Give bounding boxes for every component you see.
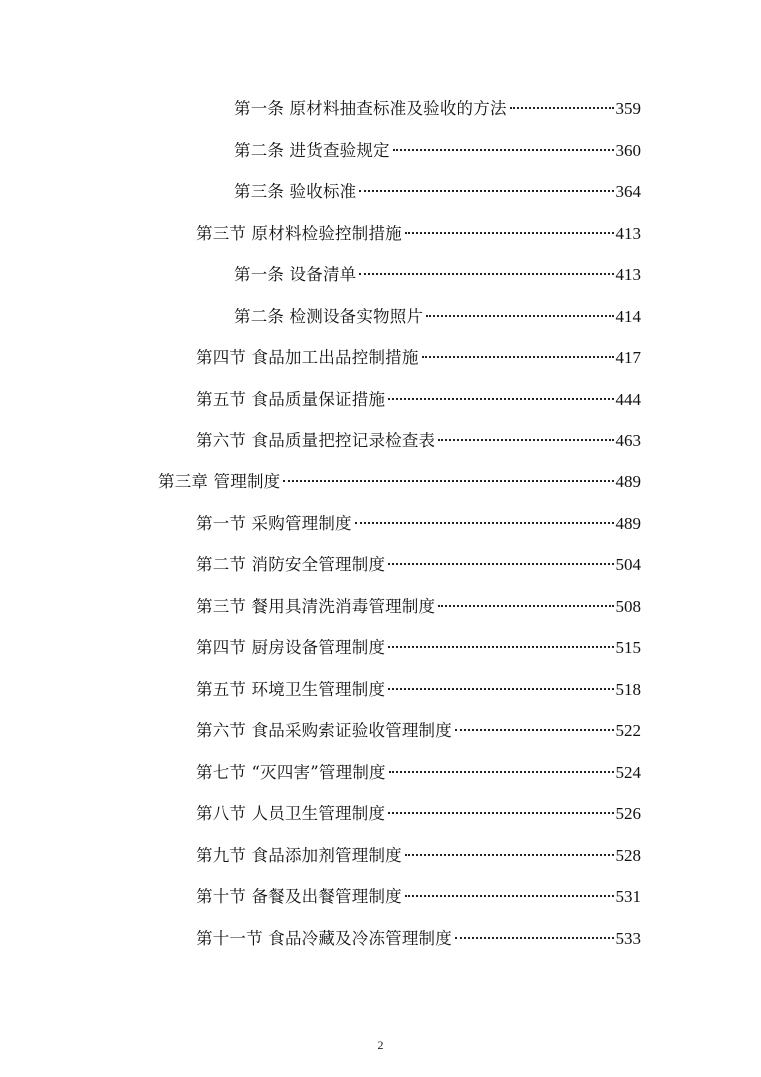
- toc-entry[interactable]: [196, 593, 641, 621]
- toc-dot-leader: [388, 812, 613, 814]
- toc-entry-page: 489: [615, 514, 641, 533]
- toc-entry-page: 528: [615, 846, 641, 865]
- toc-entry-label: 第一节 采购管理制度: [196, 514, 352, 533]
- toc-entry[interactable]: [196, 717, 641, 745]
- toc-entry-page: 417: [615, 348, 641, 367]
- toc-entry-label: 第二条 检测设备实物照片: [234, 307, 424, 326]
- toc-dot-leader: [455, 729, 614, 731]
- toc-entry[interactable]: [234, 303, 641, 331]
- toc-dot-leader: [359, 273, 613, 275]
- toc-entry-label: 第三节 原材料检验控制措施: [196, 224, 402, 243]
- toc-entry[interactable]: [196, 427, 641, 455]
- toc-entry-label: 第六节 食品采购索证验收管理制度: [196, 721, 452, 740]
- toc-entry-page: 463: [615, 431, 641, 450]
- toc-entry-page: 413: [615, 224, 641, 243]
- toc-dot-leader: [388, 398, 613, 400]
- toc-dot-leader: [438, 605, 613, 607]
- toc-entry-page: 524: [615, 763, 641, 782]
- toc-entry-label: 第七节 “灭四害”管理制度: [196, 763, 386, 782]
- toc-dot-leader: [388, 688, 613, 690]
- toc-dot-leader: [426, 315, 613, 317]
- toc-entry-label: 第十节 备餐及出餐管理制度: [196, 887, 402, 906]
- toc-entry[interactable]: [234, 137, 641, 165]
- toc-entry[interactable]: [234, 95, 641, 123]
- toc-dot-leader: [405, 232, 614, 234]
- toc-entry[interactable]: [196, 386, 641, 414]
- toc-entry[interactable]: [196, 800, 641, 828]
- toc-entry-label: 第一条 设备清单: [234, 265, 357, 284]
- toc-dot-leader: [393, 149, 614, 151]
- toc-entry[interactable]: [196, 883, 641, 911]
- toc-dot-leader: [389, 771, 614, 773]
- toc-entry-label: 第三条 验收标准: [234, 182, 357, 201]
- toc-dot-leader: [388, 563, 613, 565]
- toc-entry[interactable]: [234, 261, 641, 289]
- toc-entry-page: 533: [615, 929, 641, 948]
- toc-entry-page: 515: [615, 638, 641, 657]
- toc-entry-label: 第三章 管理制度: [158, 472, 281, 491]
- toc-entry-label: 第二节 消防安全管理制度: [196, 555, 386, 574]
- toc-dot-leader: [359, 190, 613, 192]
- toc-dot-leader: [283, 480, 613, 482]
- toc-entry-page: 413: [615, 265, 641, 284]
- toc-entry-label: 第四节 食品加工出品控制措施: [196, 348, 419, 367]
- toc-entry-page: 518: [615, 680, 641, 699]
- toc-entry[interactable]: [196, 344, 641, 372]
- toc-entry[interactable]: [196, 925, 641, 953]
- toc-dot-leader: [405, 854, 614, 856]
- toc-entry-page: 526: [615, 804, 641, 823]
- toc-entry-page: 504: [615, 555, 641, 574]
- toc-entry-label: 第十一节 食品冷藏及冷冻管理制度: [196, 929, 452, 948]
- toc-dot-leader: [455, 937, 614, 939]
- toc-entry-page: 522: [615, 721, 641, 740]
- toc-entry-label: 第五节 环境卫生管理制度: [196, 680, 386, 699]
- toc-entry[interactable]: [196, 676, 641, 704]
- toc-entry-label: 第一条 原材料抽查标准及验收的方法: [234, 99, 507, 118]
- toc-entry-page: 508: [615, 597, 641, 616]
- toc-entry-page: 359: [615, 99, 641, 118]
- toc-dot-leader: [510, 107, 614, 109]
- toc-entry-label: 第四节 厨房设备管理制度: [196, 638, 386, 657]
- toc-entry[interactable]: [196, 551, 641, 579]
- toc-entry-label: 第九节 食品添加剂管理制度: [196, 846, 402, 865]
- toc-entry-label: 第二条 进货查验规定: [234, 141, 390, 160]
- toc-entry-page: 360: [615, 141, 641, 160]
- toc-entry[interactable]: [234, 178, 641, 206]
- toc-entry[interactable]: [196, 842, 641, 870]
- toc-entry-page: 489: [615, 472, 641, 491]
- toc-dot-leader: [355, 522, 614, 524]
- toc-entry[interactable]: [196, 510, 641, 538]
- page-number: 2: [377, 1038, 384, 1052]
- toc-dot-leader: [405, 895, 614, 897]
- toc-entry-label: 第五节 食品质量保证措施: [196, 390, 386, 409]
- toc-entry[interactable]: [196, 759, 641, 787]
- toc-entry-label: 第三节 餐用具清洗消毒管理制度: [196, 597, 436, 616]
- toc-entry[interactable]: [196, 220, 641, 248]
- toc-entry-label: 第八节 人员卫生管理制度: [196, 804, 386, 823]
- toc-dot-leader: [438, 439, 613, 441]
- toc-entry-page: 444: [615, 390, 641, 409]
- toc-entry-page: 364: [615, 182, 641, 201]
- toc-entry[interactable]: [158, 468, 641, 496]
- toc-entry-page: 414: [615, 307, 641, 326]
- toc-entry-label: 第六节 食品质量把控记录检查表: [196, 431, 436, 450]
- toc-dot-leader: [388, 646, 613, 648]
- toc-dot-leader: [422, 356, 614, 358]
- toc-entry[interactable]: [196, 634, 641, 662]
- toc-entry-page: 531: [615, 887, 641, 906]
